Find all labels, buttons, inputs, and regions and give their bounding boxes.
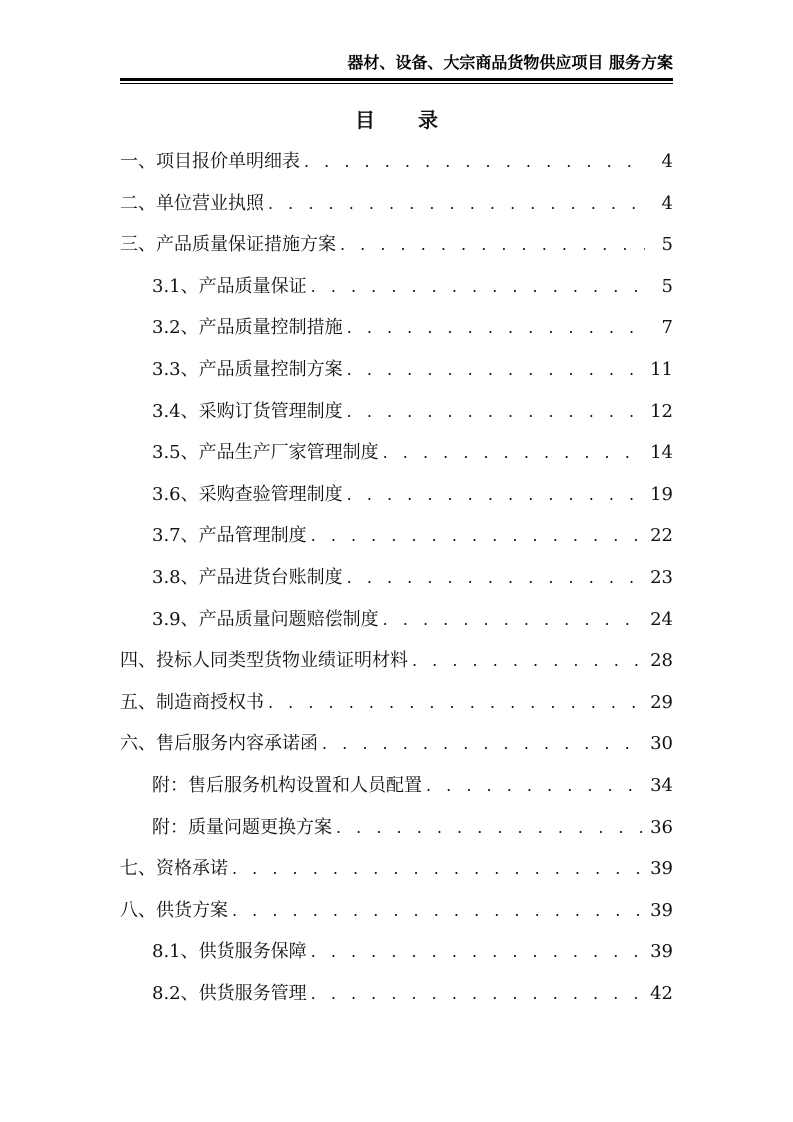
toc-dot-leader — [340, 235, 645, 254]
toc-entry[interactable] — [152, 979, 673, 1009]
toc-entry-page: 28 — [650, 650, 673, 672]
toc-entry[interactable] — [120, 147, 673, 177]
toc-entry-label: 3.9、产品质量问题赔偿制度 — [152, 608, 379, 630]
toc-entry[interactable] — [120, 688, 673, 718]
toc-entry[interactable] — [152, 438, 673, 468]
toc-entry[interactable] — [120, 896, 673, 926]
toc-entry-label: 三、产品质量保证措施方案 — [120, 234, 336, 256]
toc-entry-page: 24 — [650, 608, 673, 630]
toc-entry-label: 8.2、供货服务管理 — [152, 983, 307, 1004]
header-rule-thin — [120, 83, 673, 84]
toc-dot-leader — [322, 734, 644, 753]
toc-entry-page: 5 — [661, 275, 673, 297]
toc-entry-label: 五、制造商授权书 — [120, 691, 264, 713]
toc-entry-label: 3.3、产品质量控制方案 — [152, 359, 343, 380]
toc-dot-leader — [347, 318, 645, 337]
toc-entry-page: 34 — [650, 775, 673, 796]
toc-entry-page: 23 — [650, 567, 673, 588]
toc-entry[interactable] — [120, 230, 673, 260]
toc-entry-page: 5 — [661, 234, 673, 256]
toc-dot-leader — [311, 984, 644, 1003]
toc-entry-label: 3.2、产品质量控制措施 — [152, 317, 343, 339]
toc-entry[interactable] — [152, 480, 673, 510]
toc-entry-label: 八、供货方案 — [120, 899, 228, 921]
toc-dot-leader — [304, 152, 645, 171]
toc-dot-leader — [426, 776, 644, 795]
toc-entry-page: 4 — [661, 151, 673, 172]
toc-entry-label: 3.5、产品生产厂家管理制度 — [152, 442, 379, 464]
toc-entry[interactable] — [152, 937, 673, 967]
toc-dot-leader — [347, 485, 644, 504]
toc-entry-page: 30 — [650, 733, 673, 755]
toc-entry-label: 六、售后服务内容承诺函 — [120, 733, 318, 755]
toc-dot-leader — [232, 859, 644, 878]
toc-entry-page: 36 — [650, 816, 673, 838]
toc-entry-label: 四、投标人同类型货物业绩证明材料 — [120, 650, 408, 672]
toc-dot-leader — [412, 651, 644, 670]
toc-entry-page: 42 — [650, 983, 673, 1004]
toc-entry[interactable] — [152, 313, 673, 343]
toc-entry-label: 3.4、采购订货管理制度 — [152, 400, 343, 422]
header-title: 器材、设备、大宗商品货物供应项目 服务方案 — [347, 53, 673, 72]
toc-entry[interactable] — [120, 729, 673, 759]
toc-entry-label: 3.7、产品管理制度 — [152, 525, 307, 547]
toc-dot-leader — [383, 610, 644, 629]
toc-entry-label: 附：质量问题更换方案 — [152, 816, 332, 838]
toc-dot-leader — [383, 443, 644, 462]
toc-entry-page: 4 — [661, 192, 673, 214]
toc-entry-label: 七、资格承诺 — [120, 858, 228, 880]
toc-entry-label: 3.8、产品进货台账制度 — [152, 567, 343, 588]
toc-title: 目 录 — [355, 108, 456, 132]
toc-entry-page: 39 — [650, 899, 673, 921]
toc-entry[interactable] — [152, 563, 673, 593]
toc-entry[interactable] — [152, 813, 673, 843]
toc-entry[interactable] — [152, 272, 673, 302]
toc-entry-page: 11 — [650, 359, 673, 380]
toc-dot-leader — [347, 360, 644, 379]
toc-entry[interactable] — [152, 521, 673, 551]
toc-entry[interactable] — [152, 397, 673, 427]
toc-entry-label: 8.1、供货服务保障 — [152, 941, 307, 963]
toc-dot-leader — [311, 277, 645, 296]
toc-entry-label: 二、单位营业执照 — [120, 192, 264, 214]
page-header — [120, 0, 673, 86]
toc-entry[interactable] — [152, 355, 673, 385]
toc-entry[interactable] — [120, 854, 673, 884]
toc-entry-page: 29 — [650, 691, 673, 713]
toc-dot-leader — [347, 402, 644, 421]
toc-dot-leader — [268, 693, 644, 712]
header-rule-thick — [120, 78, 673, 81]
toc-entry-page: 19 — [650, 483, 673, 505]
toc-dot-leader — [347, 568, 644, 587]
toc-dot-leader — [336, 818, 644, 837]
toc-entry-label: 3.6、采购查验管理制度 — [152, 483, 343, 505]
toc-entry[interactable] — [152, 605, 673, 635]
toc-entry[interactable] — [152, 771, 673, 801]
toc-entry-label: 附：售后服务机构设置和人员配置 — [152, 775, 422, 796]
toc-entry-page: 7 — [661, 317, 673, 339]
toc-entry-label: 一、项目报价单明细表 — [120, 151, 300, 172]
toc-dot-leader — [311, 526, 644, 545]
toc-entry-label: 3.1、产品质量保证 — [152, 275, 307, 297]
toc-dot-leader — [268, 194, 645, 213]
toc-entry-page: 39 — [650, 941, 673, 963]
toc-entry-page: 12 — [650, 400, 673, 422]
toc-entry-page: 39 — [650, 858, 673, 880]
toc-entry[interactable] — [120, 189, 673, 219]
toc-entry[interactable] — [120, 646, 673, 676]
toc-dot-leader — [311, 942, 644, 961]
toc-entry-page: 22 — [650, 525, 673, 547]
toc-dot-leader — [232, 901, 644, 920]
toc-entry-page: 14 — [650, 442, 673, 464]
